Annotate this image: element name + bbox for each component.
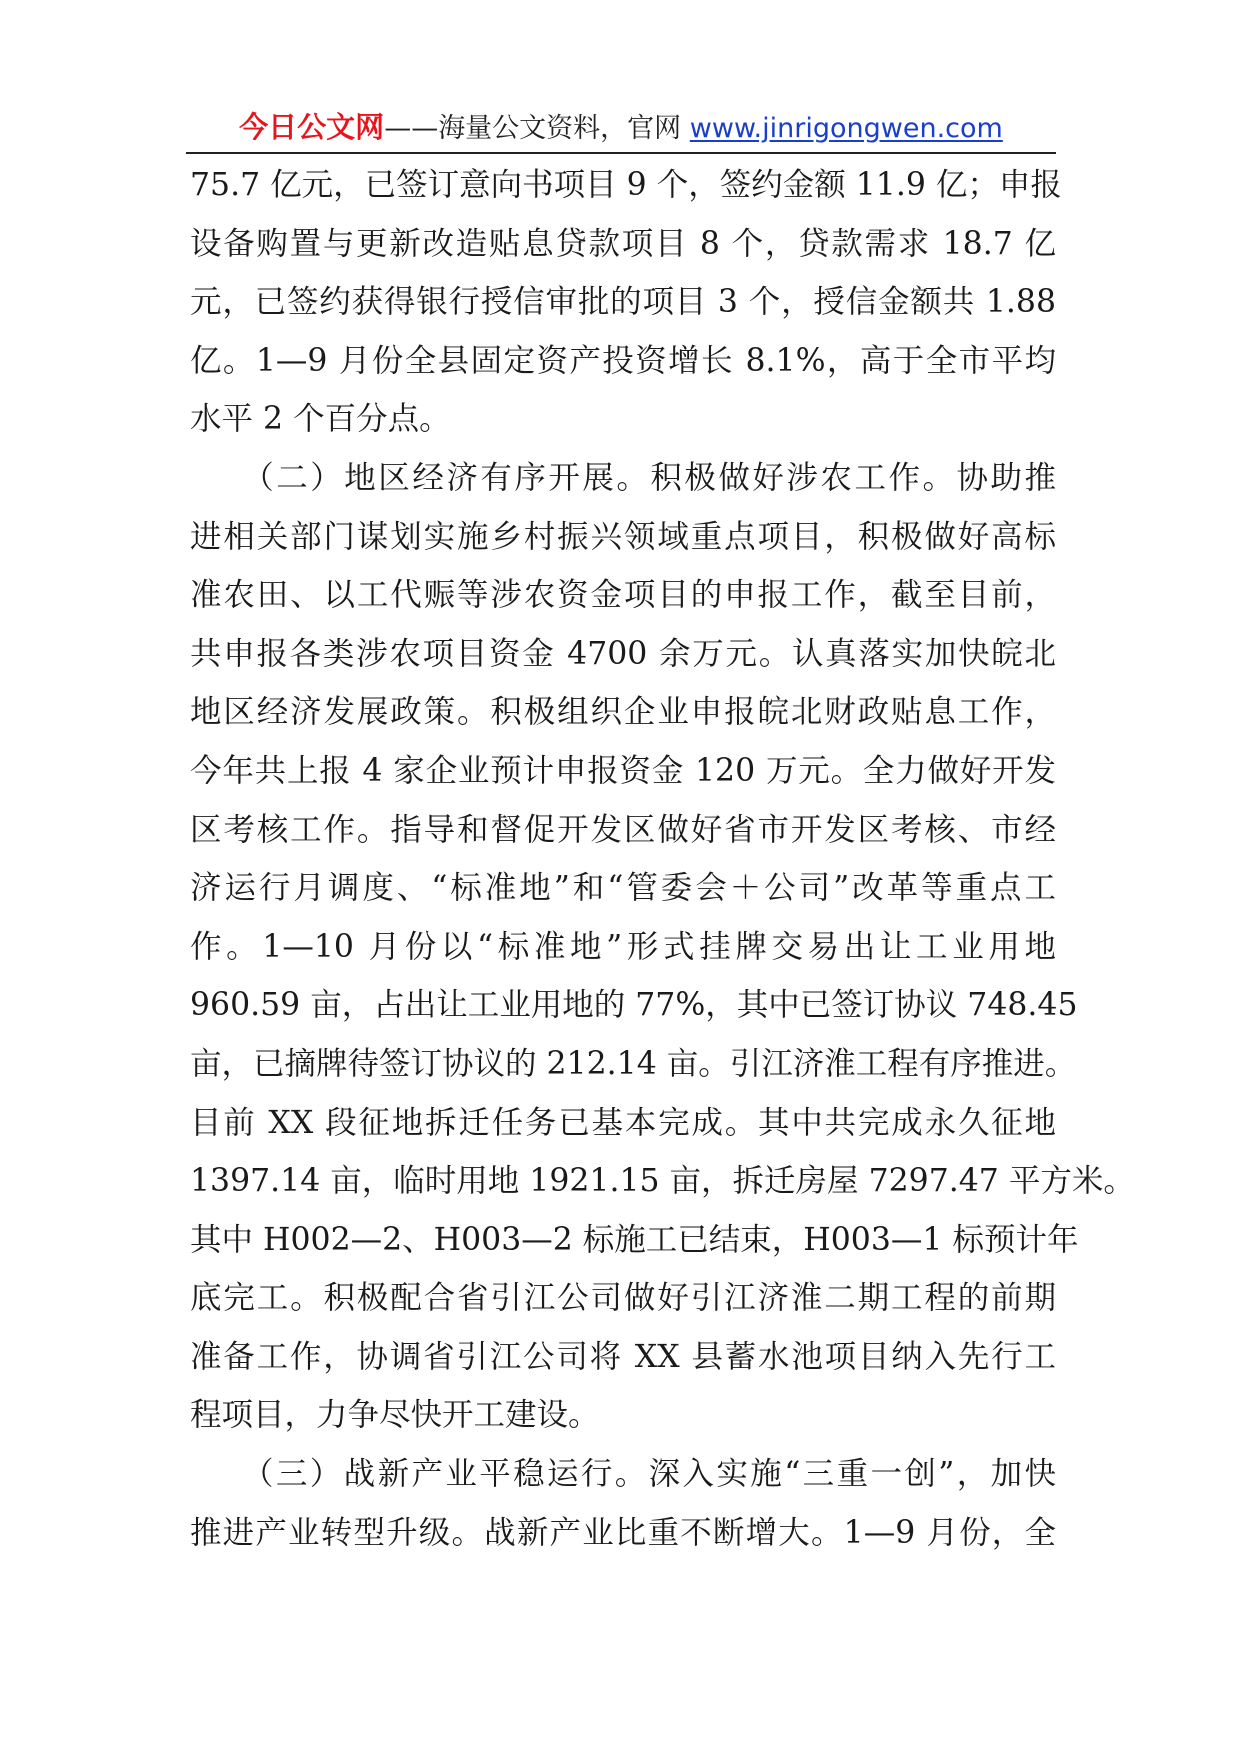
text-line: 元，已签约获得银行授信审批的项目 3 个，授信金额共 1.88 <box>190 284 1056 321</box>
text-line: 目前 XX 段征地拆迁任务已基本完成。其中共完成永久征地 <box>190 1104 1056 1141</box>
text-line: 准备工作，协调省引江公司将 XX 县蓄水池项目纳入先行工 <box>190 1338 1056 1375</box>
document-body <box>190 156 1135 1562</box>
text-line: 进相关部门谋划实施乡村振兴领域重点项目，积极做好高标 <box>190 518 1056 555</box>
text-line: 区考核工作。指导和督促开发区做好省市开发区考核、市经 <box>190 811 1056 848</box>
text-line: 作。1—10 月份以“标准地”形式挂牌交易出让工业用地 <box>190 928 1056 965</box>
text-line: 亿。1—9 月份全县固定资产投资增长 8.1%，高于全市平均 <box>190 342 1056 379</box>
text-line: 水平 2 个百分点。 <box>190 401 451 438</box>
text-line: 地区经济发展政策。积极组织企业申报皖北财政贴息工作， <box>190 694 1056 731</box>
page-header <box>186 108 1056 154</box>
site-url-link[interactable]: www.jinrigongwen.com <box>689 113 1003 144</box>
text-line: 今年共上报 4 家企业预计申报资金 120 万元。全力做好开发 <box>190 752 1056 789</box>
text-line: 亩，已摘牌待签订协议的 212.14 亩。引江济淮工程有序推进。 <box>190 1045 1077 1082</box>
site-name: 今日公文网 <box>239 110 385 144</box>
text-line: （二）地区经济有序开展。积极做好涉农工作。协助推 <box>190 459 1056 496</box>
text-line: 济运行月调度、“标准地”和“管委会＋公司”改革等重点工 <box>190 870 1056 907</box>
text-line: （三）战新产业平稳运行。深入实施“三重一创”，加快 <box>190 1456 1056 1493</box>
text-line: 推进产业转型升级。战新产业比重不断增大。1—9 月份，全 <box>190 1514 1056 1551</box>
text-line: 底完工。积极配合省引江公司做好引江济淮二期工程的前期 <box>190 1280 1056 1317</box>
text-line: 75.7 亿元，已签订意向书项目 9 个，签约金额 11.9 亿；申报 <box>190 167 1062 203</box>
text-line: 960.59 亩，占出让工业用地的 77%，其中已签订协议 748.45 <box>190 987 1078 1024</box>
text-line: 1397.14 亩，临时用地 1921.15 亩，拆迁房屋 7297.47 平方米。 <box>190 1163 1135 1200</box>
header-tagline: ——海量公文资料，官网 <box>384 113 690 144</box>
text-line: 共申报各类涉农项目资金 4700 余万元。认真落实加快皖北 <box>190 635 1056 672</box>
text-line: 程项目，力争尽快开工建设。 <box>190 1397 600 1434</box>
text-line: 其中 H002—2、H003—2 标施工已结束，H003—1 标预计年 <box>190 1221 1079 1258</box>
text-line: 准农田、以工代赈等涉农资金项目的申报工作，截至目前， <box>190 577 1056 614</box>
text-line: 设备购置与更新改造贴息贷款项目 8 个，贷款需求 18.7 亿 <box>190 225 1056 262</box>
